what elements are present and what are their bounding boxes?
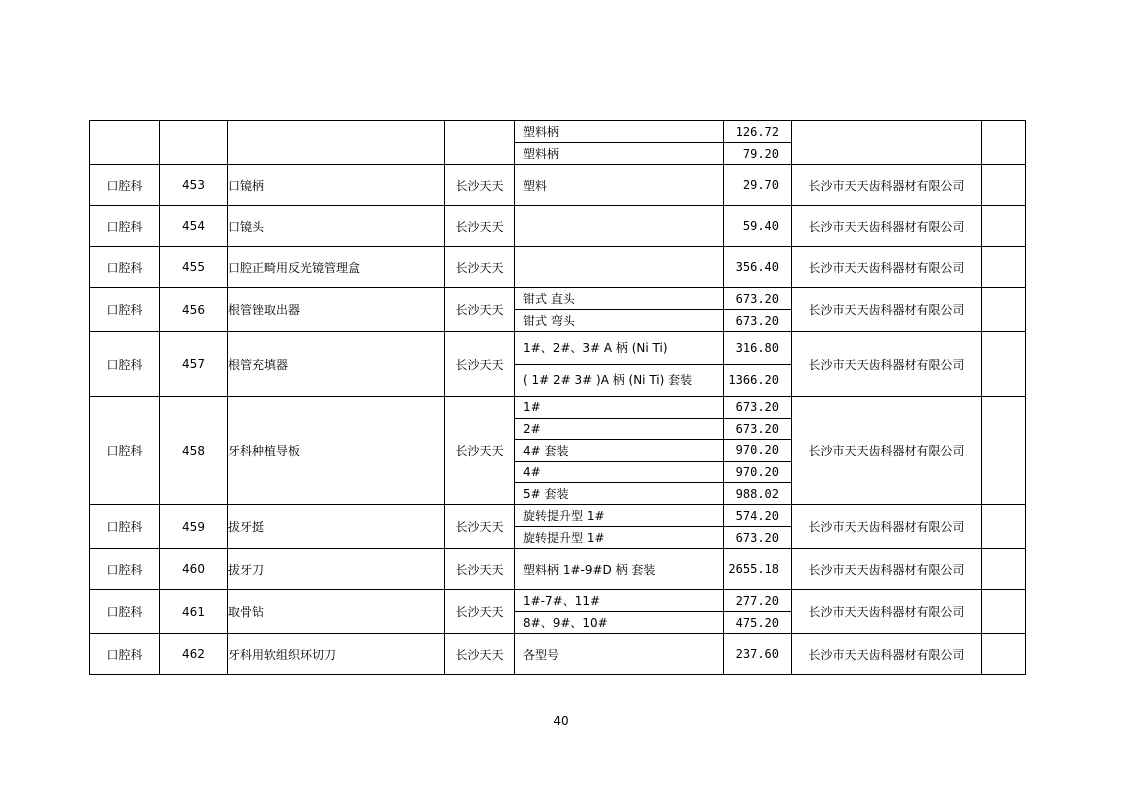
remark-cell (982, 332, 1026, 397)
item-number-cell: 455 (160, 247, 228, 288)
item-number-cell: 462 (160, 634, 228, 675)
price-text: 316.80 (735, 340, 779, 355)
page-number: 40 (553, 714, 569, 728)
brand-cell: 长沙天天 (445, 505, 515, 549)
spec-text: 塑料柄 (523, 125, 560, 139)
brand-cell: 长沙天天 (445, 206, 515, 247)
price-text: 126.72 (735, 124, 779, 139)
spec-text: ( 1# 2# 3# )A 柄 (Ni Ti) 套装 (523, 373, 693, 388)
spec-cell (515, 332, 724, 397)
price-text: 79.20 (742, 146, 779, 161)
spec-cell (515, 549, 724, 590)
table-row (90, 288, 1026, 332)
spec-cell (515, 397, 724, 505)
price-text: 29.70 (742, 178, 779, 192)
product-name-cell: 根管锉取出器 (228, 288, 445, 332)
product-name-cell (228, 121, 445, 165)
department-cell (90, 121, 160, 165)
remark-cell (982, 505, 1026, 549)
brand-cell: 长沙天天 (445, 332, 515, 397)
table-row (90, 165, 1026, 206)
product-name-cell: 口镜柄 (228, 165, 445, 206)
spec-text: 1#、2#、3# A 柄 (Ni Ti) (523, 341, 668, 356)
price-cell (724, 247, 792, 288)
company-cell: 长沙市天天齿科器材有限公司 (792, 505, 982, 549)
company-cell: 长沙市天天齿科器材有限公司 (792, 288, 982, 332)
remark-cell (982, 549, 1026, 590)
spec-text: 钳式 弯头 (523, 314, 575, 328)
price-cell (724, 121, 792, 165)
item-number-cell: 461 (160, 590, 228, 634)
price-cell (724, 634, 792, 675)
price-text: 970.20 (735, 443, 779, 458)
price-cell (724, 590, 792, 634)
remark-cell (982, 206, 1026, 247)
company-cell: 长沙市天天齿科器材有限公司 (792, 634, 982, 675)
price-text: 673.20 (735, 400, 779, 415)
brand-cell: 长沙天天 (445, 590, 515, 634)
product-name-cell: 牙科种植导板 (228, 397, 445, 505)
spec-text: 旋转提升型 1# (523, 531, 605, 545)
price-cell (724, 397, 792, 505)
spec-text: 1# (523, 400, 541, 415)
spec-text: 2# (523, 421, 541, 436)
table-row (90, 590, 1026, 634)
spec-text: 塑料柄 (523, 147, 560, 161)
product-name-cell: 拔牙刀 (228, 549, 445, 590)
price-cell (724, 288, 792, 332)
spec-cell (515, 590, 724, 634)
department-cell: 口腔科 (90, 634, 160, 675)
spec-text: 8#、9#、10# (523, 616, 608, 630)
remark-cell (982, 121, 1026, 165)
price-cell (724, 165, 792, 206)
spec-cell (515, 206, 724, 247)
remark-cell (982, 397, 1026, 505)
table-row (90, 332, 1026, 397)
product-name-cell: 口镜头 (228, 206, 445, 247)
price-text: 237.60 (735, 647, 779, 661)
brand-cell: 长沙天天 (445, 288, 515, 332)
item-number-cell: 459 (160, 505, 228, 549)
item-number-cell (160, 121, 228, 165)
remark-cell (982, 634, 1026, 675)
price-text: 673.20 (735, 421, 779, 436)
item-number-cell: 458 (160, 397, 228, 505)
price-cell (724, 549, 792, 590)
price-text: 970.20 (735, 465, 779, 480)
remark-cell (982, 590, 1026, 634)
remark-cell (982, 247, 1026, 288)
table-row (90, 121, 1026, 165)
department-cell: 口腔科 (90, 288, 160, 332)
item-number-cell: 456 (160, 288, 228, 332)
department-cell: 口腔科 (90, 206, 160, 247)
company-cell: 长沙市天天齿科器材有限公司 (792, 247, 982, 288)
price-text: 673.20 (735, 530, 779, 545)
company-cell: 长沙市天天齿科器材有限公司 (792, 165, 982, 206)
price-cell (724, 505, 792, 549)
price-text: 356.40 (735, 260, 779, 274)
spec-text: 旋转提升型 1# (523, 509, 605, 523)
spec-text: 1#-7#、11# (523, 594, 601, 608)
brand-cell: 长沙天天 (445, 247, 515, 288)
spec-text: 4# (523, 465, 541, 480)
table-row (90, 549, 1026, 590)
price-text: 1366.20 (728, 373, 779, 388)
table-row (90, 505, 1026, 549)
company-cell: 长沙市天天齿科器材有限公司 (792, 332, 982, 397)
product-name-cell: 取骨钻 (228, 590, 445, 634)
price-text: 277.20 (735, 593, 779, 608)
spec-cell (515, 505, 724, 549)
table-row (90, 206, 1026, 247)
spec-text: 各型号 (523, 647, 560, 662)
price-text: 2655.18 (728, 562, 779, 576)
price-cell (724, 332, 792, 397)
product-name-cell: 拔牙挺 (228, 505, 445, 549)
spec-cell (515, 288, 724, 332)
spec-cell (515, 121, 724, 165)
price-text: 475.20 (735, 615, 779, 630)
department-cell: 口腔科 (90, 505, 160, 549)
company-cell: 长沙市天天齿科器材有限公司 (792, 590, 982, 634)
department-cell: 口腔科 (90, 549, 160, 590)
product-name-cell: 口腔正畸用反光镜管理盒 (228, 247, 445, 288)
price-text: 59.40 (742, 219, 779, 233)
brand-cell: 长沙天天 (445, 165, 515, 206)
table-row (90, 397, 1026, 505)
item-number-cell: 453 (160, 165, 228, 206)
remark-cell (982, 288, 1026, 332)
spec-text: 塑料 (523, 178, 548, 193)
item-number-cell: 460 (160, 549, 228, 590)
company-cell: 长沙市天天齿科器材有限公司 (792, 206, 982, 247)
department-cell: 口腔科 (90, 590, 160, 634)
item-number-cell: 454 (160, 206, 228, 247)
price-text: 988.02 (735, 486, 779, 501)
price-table (89, 120, 1026, 675)
spec-text: 4# 套装 (523, 443, 569, 458)
spec-text: 5# 套装 (523, 487, 569, 502)
department-cell: 口腔科 (90, 332, 160, 397)
spec-cell (515, 634, 724, 675)
product-name-cell: 牙科用软组织环切刀 (228, 634, 445, 675)
spec-text: 钳式 直头 (523, 292, 575, 306)
brand-cell (445, 121, 515, 165)
department-cell: 口腔科 (90, 165, 160, 206)
spec-text: 塑料柄 1#-9#D 柄 套装 (523, 562, 656, 577)
department-cell: 口腔科 (90, 397, 160, 505)
spec-cell (515, 247, 724, 288)
remark-cell (982, 165, 1026, 206)
price-text: 673.20 (735, 291, 779, 306)
brand-cell: 长沙天天 (445, 549, 515, 590)
table-row (90, 634, 1026, 675)
item-number-cell: 457 (160, 332, 228, 397)
company-cell (792, 121, 982, 165)
company-cell: 长沙市天天齿科器材有限公司 (792, 397, 982, 505)
department-cell: 口腔科 (90, 247, 160, 288)
company-cell: 长沙市天天齿科器材有限公司 (792, 549, 982, 590)
product-name-cell: 根管充填器 (228, 332, 445, 397)
spec-cell (515, 165, 724, 206)
table-row (90, 247, 1026, 288)
brand-cell: 长沙天天 (445, 397, 515, 505)
price-text: 574.20 (735, 508, 779, 523)
price-text: 673.20 (735, 313, 779, 328)
brand-cell: 长沙天天 (445, 634, 515, 675)
price-cell (724, 206, 792, 247)
